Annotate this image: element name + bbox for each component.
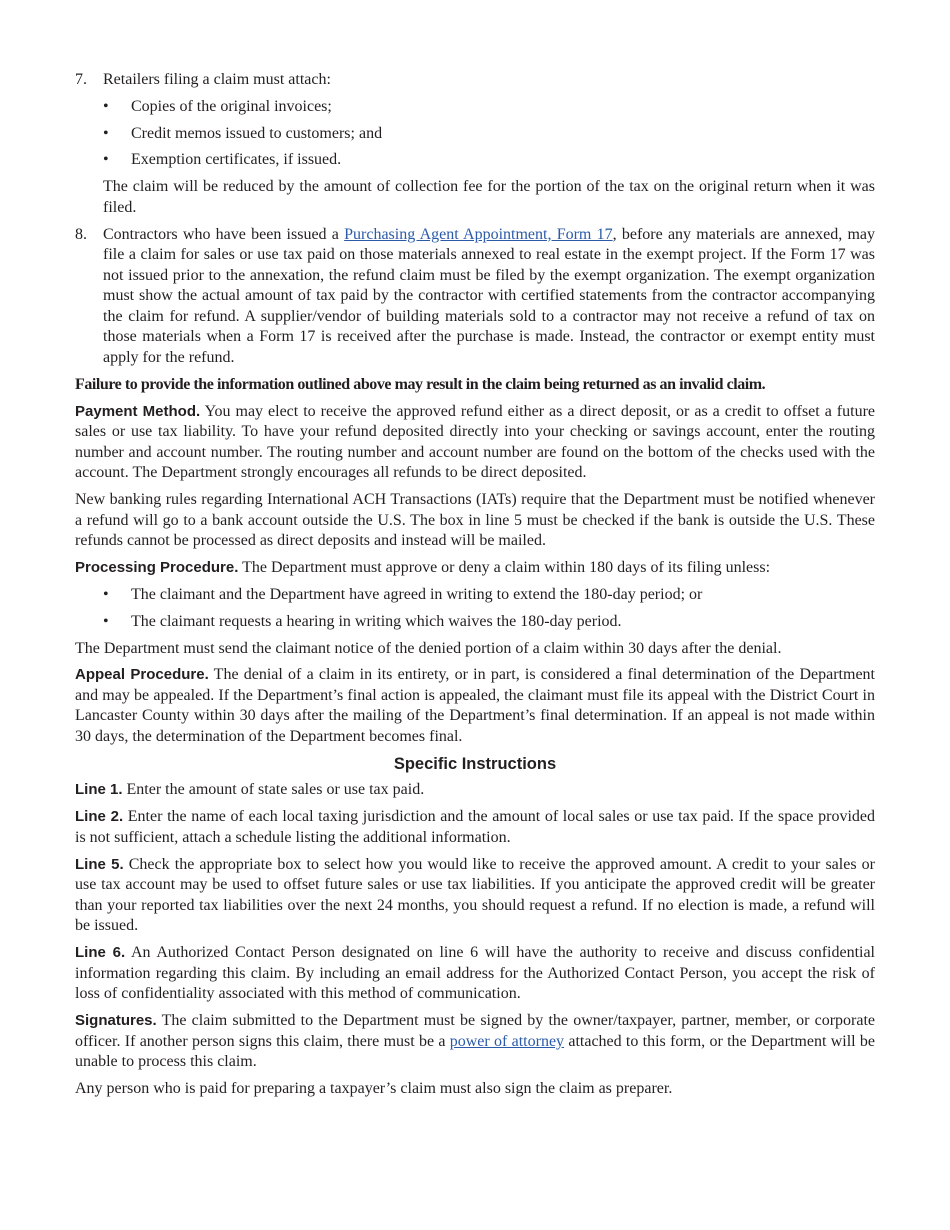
- preparer-paragraph: Any person who is paid for preparing a taxpayer’s claim must also sign the claim as preparer.: [75, 1080, 673, 1098]
- text: Enter the name of each local taxing jurisdiction and the amount of local sales or use tax paid. If the space provided is not sufficient, attach a schedule listing the additional information.: [75, 808, 876, 846]
- line-2-paragraph: [75, 807, 875, 848]
- bullet-icon: •: [103, 151, 109, 169]
- bullet-icon: •: [103, 124, 109, 142]
- specific-instructions-heading: Specific Instructions: [393, 754, 557, 773]
- bullet-text: Copies of the original invoices;: [131, 97, 332, 115]
- text: The Department must approve or deny a claim within 180 days of its filing unless:: [238, 559, 771, 577]
- signatures-paragraph: [75, 1011, 875, 1073]
- form-17-link[interactable]: Purchasing Agent Appointment, Form 17: [344, 225, 613, 243]
- bullet-text: Exemption certificates, if issued.: [131, 151, 342, 169]
- text: You may elect to receive the approved refund either as a direct deposit, or as a credit to offset a future sales or use tax liability. To have your refund deposited directly into your checking or savings account, enter the routing number and account number. The routing number and account number are found on the bottom of the checks used with the account. The Department strongly encourages all refunds to be direct deposited.: [75, 402, 875, 482]
- bullet-icon: •: [103, 585, 109, 603]
- section-heading: Appeal Procedure.: [75, 666, 209, 684]
- bullet-text: Credit memos issued to customers; and: [131, 124, 383, 142]
- invalid-claim-warning: Failure to provide the information outlined above may result in the claim being returned as an invalid claim.: [75, 375, 766, 393]
- document-content: [75, 70, 875, 1106]
- banking-rules-paragraph: New banking rules regarding International ACH Transactions (IATs) require that the Department must be notified whenever a refund will go to a bank account outside the U.S. The box in line 5 must be checked if the bank is outside the U.S. These refunds cannot be processed as direct deposits and instead will be mailed.: [75, 491, 875, 550]
- text: An Authorized Contact Person designated on line 6 will have the authority to receive and discuss confidential information regarding this claim. By including an email address for the Authorized Contact Person, you accept the risk of loss of confidentiality associated with this method of communication.: [75, 944, 876, 1003]
- text: The claim submitted to the Department must be signed by the owner/taxpayer, partner, member, or corporate officer. If another person signs this claim, there must be a: [75, 1012, 875, 1050]
- bullet-icon: •: [103, 97, 109, 115]
- section-heading: Processing Procedure.: [75, 559, 239, 577]
- text: attached to this form, or the Department will be unable to process this claim.: [75, 1032, 875, 1071]
- section-heading: Signatures.: [75, 1012, 157, 1030]
- line-6-paragraph: [75, 943, 875, 1005]
- item-text: [103, 225, 875, 369]
- item-number: 7.: [75, 71, 87, 88]
- text: Enter the amount of state sales or use tax paid.: [122, 781, 425, 799]
- processing-procedure-paragraph: [75, 558, 875, 579]
- line-5-paragraph: [75, 855, 875, 937]
- line-heading: Line 2.: [75, 808, 124, 826]
- item-text: Retailers filing a claim must attach:: [103, 71, 331, 88]
- line-heading: Line 5.: [75, 855, 124, 873]
- appeal-procedure-paragraph: [75, 665, 875, 747]
- item7-note: The claim will be reduced by the amount of collection fee for the portion of the tax on the original return when it was filed.: [103, 178, 875, 216]
- line-heading: Line 6.: [75, 944, 126, 962]
- bullet-item: [103, 150, 875, 171]
- line-1-paragraph: [75, 780, 875, 801]
- text: The denial of a claim in its entirety, or in part, is considered a final determination of the Department and may be appealed. If the Department’s final action is appealed, the claimant must file its appeal with the District Court in Lancaster County within 30 days after the mailing of the Department’s final determination. If an appeal is not made within 30 days, the determination of the Department becomes final.: [75, 666, 875, 746]
- line-heading: Line 1.: [75, 781, 123, 799]
- bullet-item: [103, 585, 875, 606]
- text: Contractors who have been issued a: [103, 225, 345, 243]
- bullet-text: The claimant requests a hearing in writing which waives the 180-day period.: [131, 612, 622, 630]
- denial-notice-paragraph: The Department must send the claimant notice of the denied portion of a claim within 30 days after the denial.: [75, 639, 782, 657]
- bullet-item: [103, 612, 875, 633]
- bullet-item: [103, 124, 875, 145]
- text: Check the appropriate box to select how you would like to receive the approved amount. A credit to your sales or use tax account may be used to offset future sales or use tax liabilities. If you anticipate the approved credit will be greater than your reported tax liabilities over the next 24 months, you should request a refund. If no election is made, a refund will be issued.: [75, 855, 876, 935]
- list-item-7: [75, 70, 875, 91]
- payment-method-paragraph: [75, 402, 875, 484]
- list-item-8: [75, 225, 875, 369]
- section-heading: Payment Method.: [75, 402, 201, 420]
- text: , before any materials are annexed, may file a claim for sales or use tax paid on those materials annexed to real estate in the exempt project. If the Form 17 was not issued prior to the annexation, the refund claim must be filed by the exempt organization. The exempt organization must show the actual amount of tax paid by the contractor with certified statements from the contractor accompanying the claim for refund. A supplier/vendor of building materials sold to a contractor may not receive a refund of tax on those materials when a Form 17 is received after the purchase is made. Instead, the contractor or exempt entity must apply for the refund.: [103, 225, 875, 367]
- power-of-attorney-link[interactable]: power of attorney: [449, 1032, 565, 1050]
- bullet-text: The claimant and the Department have agreed in writing to extend the 180-day period; or: [131, 585, 703, 603]
- bullet-icon: •: [103, 612, 109, 630]
- bullet-item: [103, 97, 875, 118]
- item-number: 8.: [75, 225, 87, 243]
